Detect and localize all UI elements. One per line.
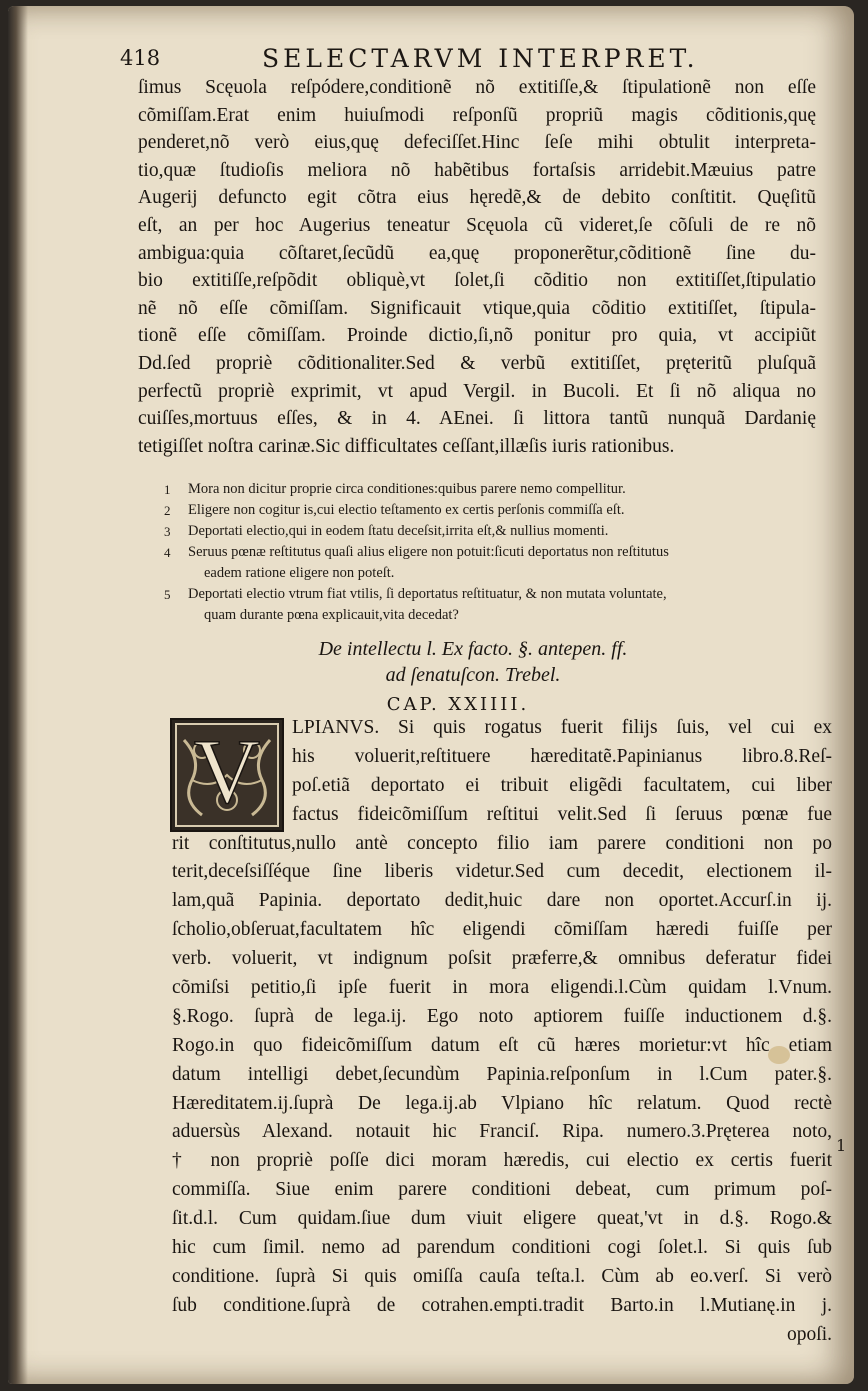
note-item bbox=[164, 479, 824, 500]
text-line: §.Rogo. ſuprà de lega.ij. Ego noto aptiorem fuiſſe inductionem d.§. bbox=[172, 1005, 832, 1027]
note-text: Mora non dicitur proprie circa conditiones:quibus parere nemo compellitur. bbox=[188, 481, 626, 497]
chapter-heading-line: De intellectu l. Ex facto. §. antepen. ff. bbox=[318, 638, 628, 660]
text-line: eſt, an per hoc Augerius teneatur Scęuola cũ videret,ſe cõſuli de re nõ bbox=[138, 214, 816, 236]
drop-cap-letter: V bbox=[193, 720, 261, 822]
text-line: nẽ nõ eſſe cõmiſſam. Significauit vtique,quia cõditio extitiſſet, ſtipula- bbox=[138, 297, 816, 319]
note-item bbox=[164, 584, 824, 626]
text-line: Dd.ſed propriè cõditionaliter.Sed & verbũ extitiſſet, pręteritũ pluſquã bbox=[138, 352, 816, 374]
text-line: poſ.etiã deportato ei tribuit eligẽdi facultatem, cui liber bbox=[292, 774, 832, 796]
text-line: cõmiſsi petitio,ſi ipſe fuerit in mora eligendi.l.Cùm quidam l.Vnum. bbox=[172, 977, 832, 999]
text-line: tionẽ eſſe cõmiſſam. Proinde dictio,ſi,nõ ponitur pro quia, vt accipiũt bbox=[138, 325, 816, 347]
text-line: penderet,nõ verò eius,quę defeciſſet.Hinc ſeſe mihi obtulit interpreta- bbox=[138, 132, 816, 154]
note-number: 1 bbox=[164, 482, 171, 497]
text-line: conditione. ſuprà Si quis omiſſa cauſa teſta.l. Cùm ab eo.verſ. Si verò bbox=[172, 1265, 832, 1287]
text-line: ſimus Scęuola reſpódere,conditionẽ nõ extitiſſe,& ſtipulationẽ non eſſe bbox=[138, 77, 816, 98]
summary-notes bbox=[164, 479, 824, 626]
text-line: cuiſſes,mortuus eſſes, & in 4. AEnei. ſi littora tantũ nunquã Dardanię bbox=[138, 408, 816, 430]
running-head-title: SELECTARVM INTERPRET. bbox=[262, 44, 699, 73]
note-item bbox=[164, 542, 824, 584]
text-line: ſcholio,obſeruat,facultatem hîc eligendi cõmiſſam hæredi fuiſſe per bbox=[172, 919, 832, 941]
note-continuation: quam durante pœna explicauit,vita decedat? bbox=[204, 607, 459, 623]
text-line: rit conſtitutus,nullo antè concepto filio iam parere conditioni non po bbox=[172, 832, 832, 854]
text-line: LPIANVS. Si quis rogatus fuerit filijs ſuis, vel cui ex bbox=[292, 717, 832, 738]
text-line: tetigiſſet noſtra carinæ.Sic difficultates ceſſant,illæſis iuris rationibus. bbox=[138, 435, 675, 457]
chapter-number: CAP. XXIIII. bbox=[386, 694, 530, 715]
note-number: 2 bbox=[164, 503, 171, 518]
text-line: factus fideicõmiſſum reſtitui velit.Sed ſi ſeruus pœnæ fue bbox=[292, 803, 832, 825]
note-text: Eligere non cogitur is,cui electio teſtamento ex certis perſonis commiſſa eſt. bbox=[188, 502, 625, 518]
text-line: ſub conditione.ſuprà de cotrahen.empti.tradit Barto.in l.Mutianę.in j. bbox=[172, 1294, 832, 1316]
text-line: tio,quæ ſtudioſis meliora nõ habẽtibus fortaſsis arridebit.Mæuius patre bbox=[138, 159, 816, 181]
text-line: bio extitiſſe,reſpõdit obliquè,vt ſolet,ſi cõditio non extitiſſet,ſtipulatio bbox=[138, 270, 816, 292]
book-page bbox=[8, 6, 854, 1384]
note-number: 3 bbox=[164, 524, 171, 539]
text-line: ſit.d.l. Cum quidam.ſiue dum viuit eligere queat,'vt in d.§. Rogo.& bbox=[172, 1208, 832, 1230]
text-line: † non propriè poſſe dici moram hæredis, cui electio ex certis fuerit bbox=[172, 1150, 832, 1172]
page-number: 418 bbox=[120, 46, 161, 70]
text-line: lam,quã Papinia. deportato dedit,huic dare non oportet.Accurſ.in ij. bbox=[172, 890, 832, 912]
paper-stain bbox=[768, 1046, 790, 1064]
note-item bbox=[164, 521, 824, 542]
chapter-heading bbox=[238, 636, 708, 688]
text-line: verb. voluerit, vt indignum poſsit præferre,& omnibus deferatur fidei bbox=[172, 948, 832, 970]
text-line: perfectũ propriè exprimit, vt apud Vergil. in Bucoli. Et ſi nõ aliqua no bbox=[138, 380, 816, 402]
text-line: aduersùs Alexand. notauit hic Franciſ. Ripa. numero.3.Pręterea noto, bbox=[172, 1121, 832, 1143]
note-item bbox=[164, 500, 824, 521]
text-line: datum intelligi debet,ſecundùm Papinia.reſponſum in l.Cum pater.§. bbox=[172, 1063, 832, 1085]
text-line: Augerij defuncto egit cõtra eius hęredẽ,& de debito conſtitit. Quęſitũ bbox=[138, 187, 816, 209]
text-line: terit,deceſsiſſéque ſine liberis videtur.Sed cum decedit, electionem il- bbox=[172, 861, 832, 883]
text-line: cõmiſſam.Erat enim huiuſmodi reſponſũ propriũ magis cõditionis,quę bbox=[138, 104, 816, 126]
text-line: Rogo.in quo fideicõmiſſum datum eſt cũ hæres morietur:vt hîc etiam bbox=[172, 1034, 832, 1056]
text-line: Hæreditatem.ij.ſuprà De lega.ij.ab Vlpiano hîc relatum. Quod rectè bbox=[172, 1092, 832, 1114]
text-line: commiſſa. Siue enim parere conditioni debeat, cum primum poſ- bbox=[172, 1179, 832, 1201]
text-line: his voluerit,reſtituere hæreditatẽ.Papinianus libro.8.Reſ- bbox=[292, 745, 832, 767]
text-line: ambigua:quia cõſtaret,ſecũdũ ea,quę proponerẽtur,cõditionẽ ſine du- bbox=[138, 242, 816, 264]
chapter-body bbox=[172, 714, 832, 1350]
chapter-heading-line: ad ſenatuſcon. Trebel. bbox=[385, 664, 561, 686]
body-paragraph bbox=[138, 74, 816, 460]
text-line: hic cum ſimil. nemo ad parendum conditioni cogi ſolet.l. Si quis ſub bbox=[172, 1237, 832, 1259]
note-number: 4 bbox=[164, 545, 171, 560]
note-text: Deportati electio,qui in eodem ſtatu deceſsit,irrita eſt,& nullius momenti. bbox=[188, 523, 609, 539]
catchword: opoſi. bbox=[787, 1323, 832, 1345]
margin-note-number: 1 bbox=[836, 1136, 847, 1155]
running-head bbox=[120, 44, 780, 74]
note-continuation: eadem ratione eligere non poteſt. bbox=[204, 565, 395, 581]
note-number: 5 bbox=[164, 587, 171, 602]
note-text: Seruus pœnæ reſtitutus quaſi alius eligere non potuit:ſicuti deportatus non reſtitutus bbox=[188, 544, 669, 560]
note-text: Deportati electio vtrum fiat vtilis, ſi deportatus reſtituatur, & non mutata voluntate, bbox=[188, 586, 667, 602]
page-gutter bbox=[8, 6, 28, 1384]
